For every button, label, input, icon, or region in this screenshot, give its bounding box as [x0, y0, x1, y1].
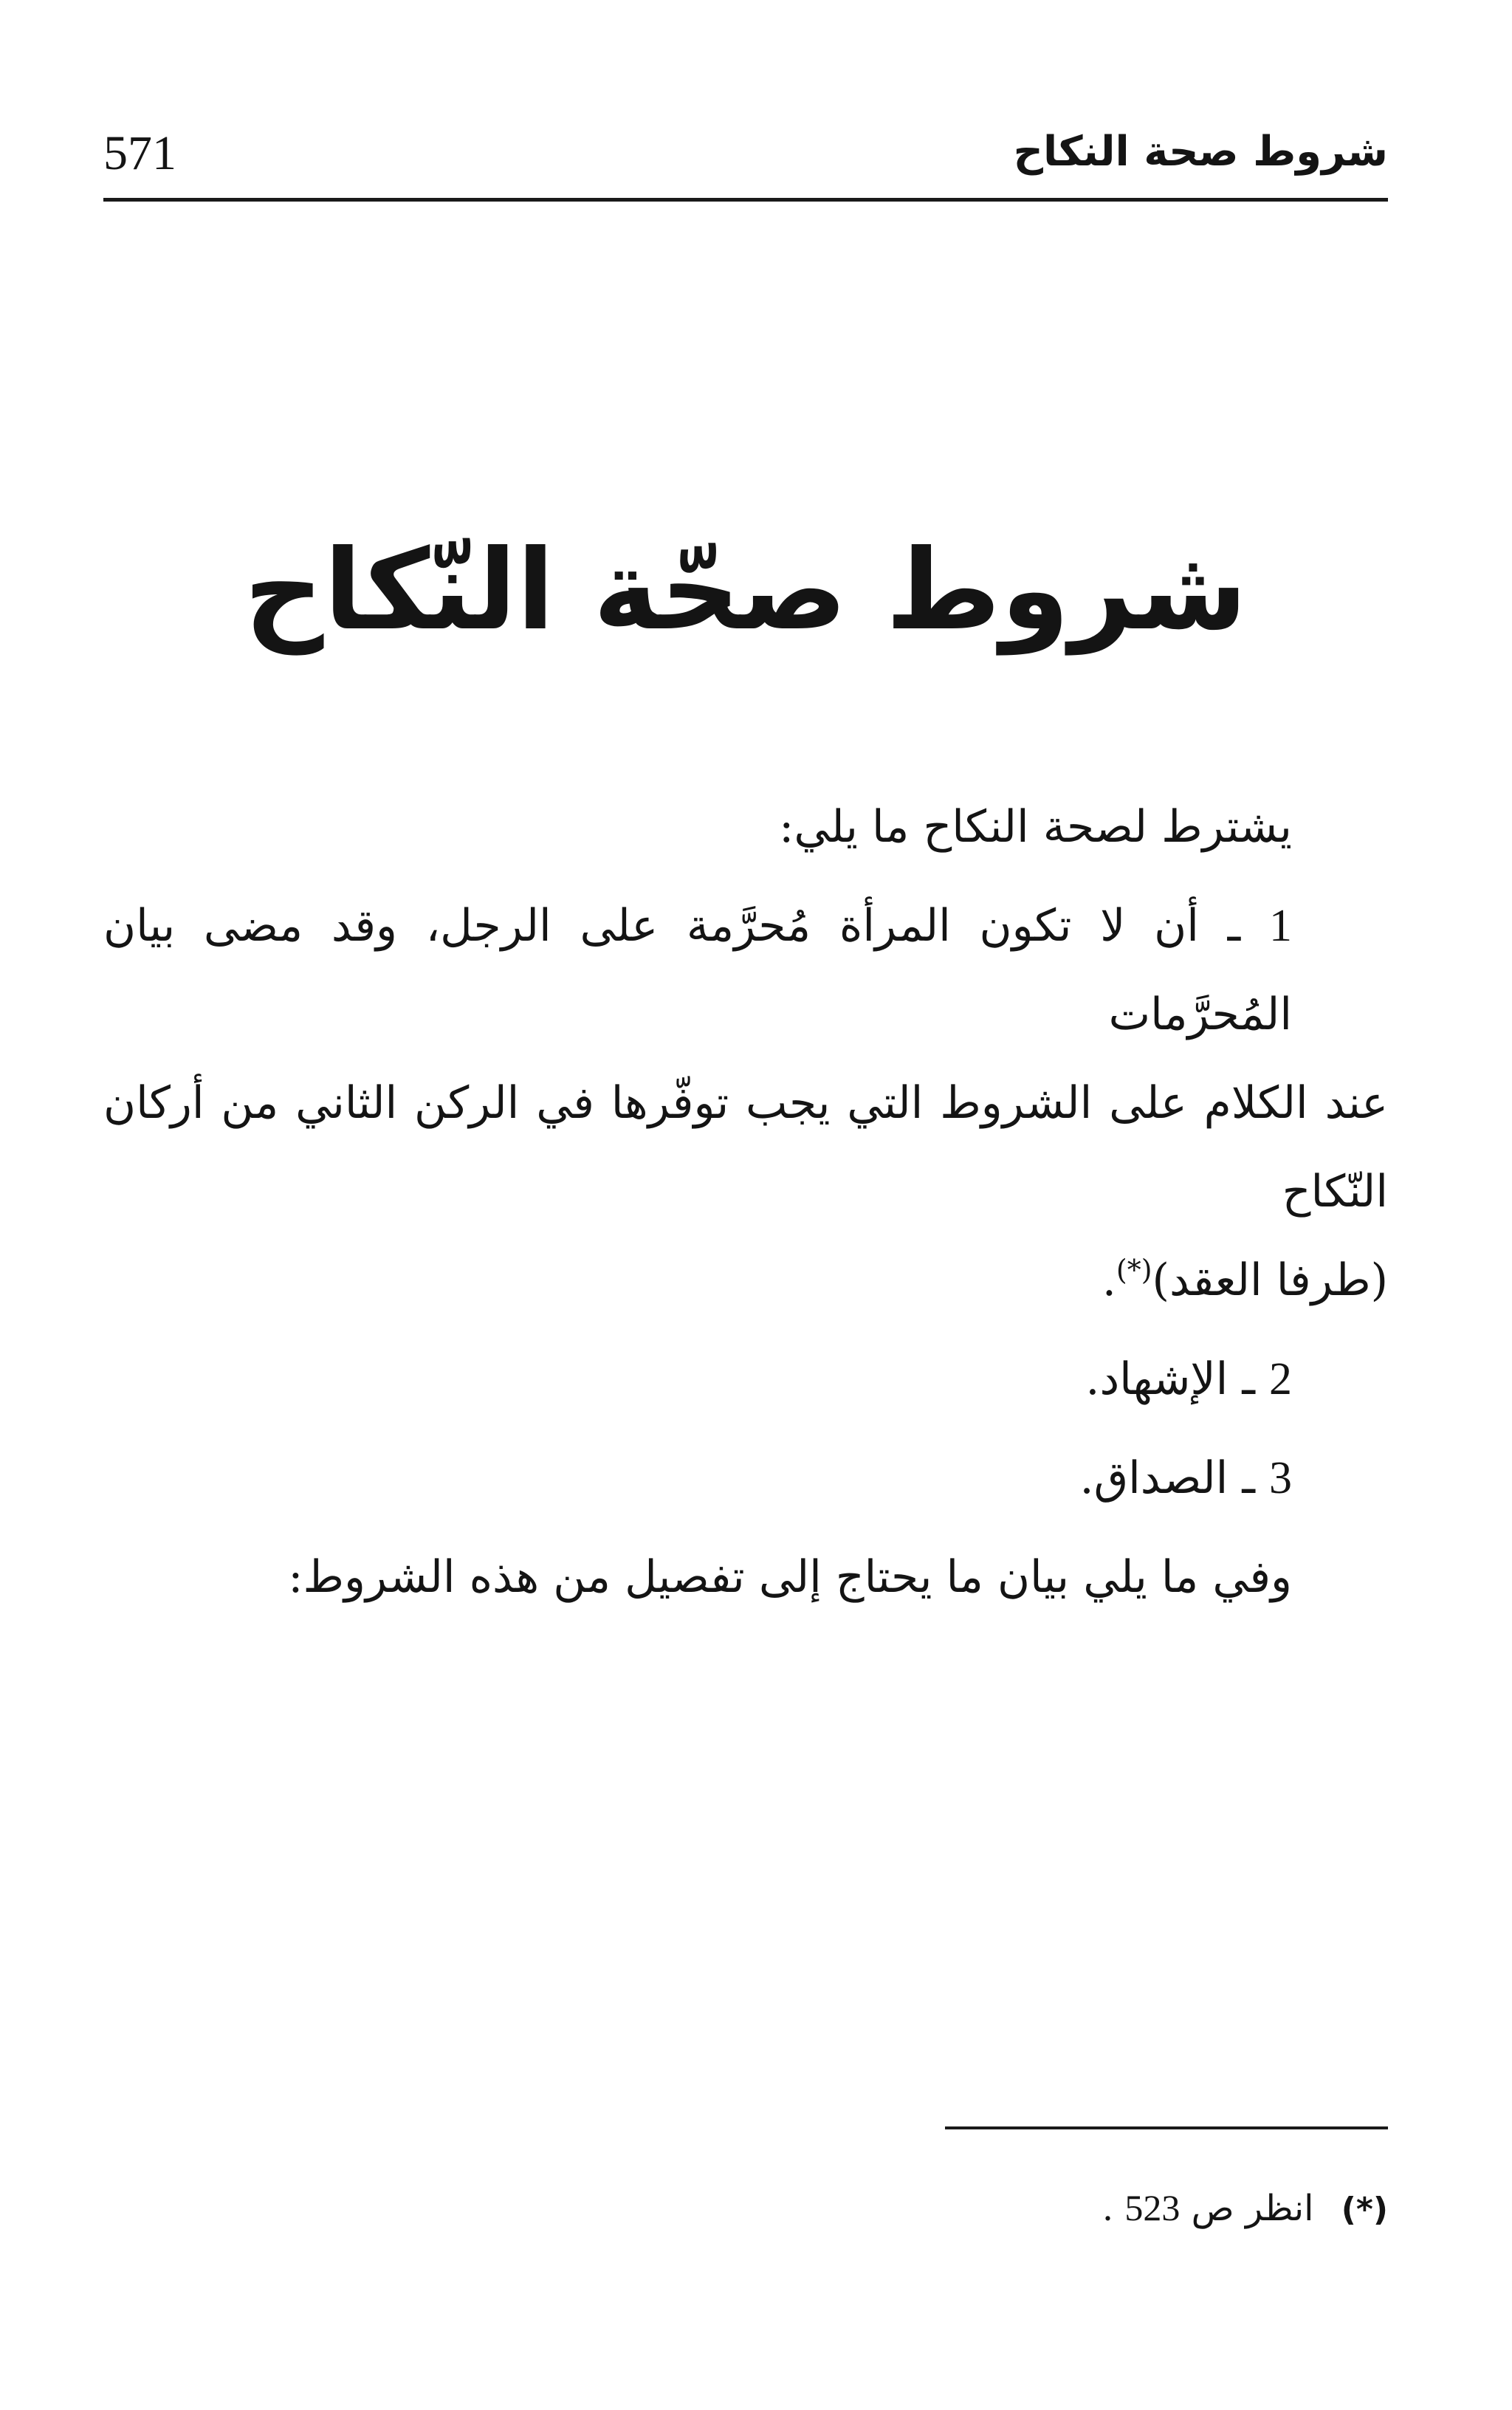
item-1-line-3 [103, 1236, 1388, 1325]
item-1-line-3-text: (طرفا العقد) [1152, 1254, 1388, 1306]
footnote [1102, 2178, 1388, 2239]
item-2-number: 2 [1269, 1354, 1292, 1404]
footnote-text: انظر ص [1191, 2188, 1314, 2229]
item-1-continuation [103, 1059, 1388, 1325]
footnote-end-punct: . [1102, 2188, 1114, 2229]
item-2-text: ـ الإشهاد. [1085, 1353, 1255, 1405]
intro-text: يشترط لصحة النكاح ما يلي: [779, 801, 1292, 853]
footnote-marker: (*) [1341, 2191, 1388, 2228]
page-number: 571 [103, 126, 176, 180]
chapter-title: شروط صحّة النّكاح [244, 526, 1248, 655]
item-1 [103, 882, 1388, 1059]
header-rule [103, 198, 1388, 202]
item-1-line-2: عند الكلام على الشروط التي يجب توفّرها في الركن الثاني من أركان النّكاح [103, 1077, 1388, 1218]
footnote-reference: (*) [1116, 1254, 1152, 1286]
footnote-page-ref: 523 [1124, 2187, 1181, 2228]
item-3-number: 3 [1269, 1453, 1292, 1503]
closing-paragraph [103, 1533, 1388, 1621]
item-1-end-punct: . [1102, 1254, 1116, 1306]
item-2 [103, 1335, 1388, 1424]
footnote-rule [945, 2126, 1388, 2129]
item-3 [103, 1434, 1388, 1522]
running-title: شروط صحة النكاح [1013, 128, 1388, 176]
item-1-line-1 [103, 882, 1292, 1059]
item-1-line-1-text: ـ أن لا تكون المرأة مُحرَّمة على الرجل، وقد مضى بيان المُحرَّمات [103, 900, 1292, 1040]
intro-paragraph [103, 783, 1388, 871]
running-header [103, 118, 1388, 199]
item-1-number: 1 [1269, 901, 1292, 951]
body-text [103, 783, 1388, 1632]
closing-text: وفي ما يلي بيان ما يحتاج إلى تفصيل من هذه الشروط: [288, 1551, 1292, 1603]
item-3-text: ـ الصداق. [1079, 1452, 1255, 1504]
